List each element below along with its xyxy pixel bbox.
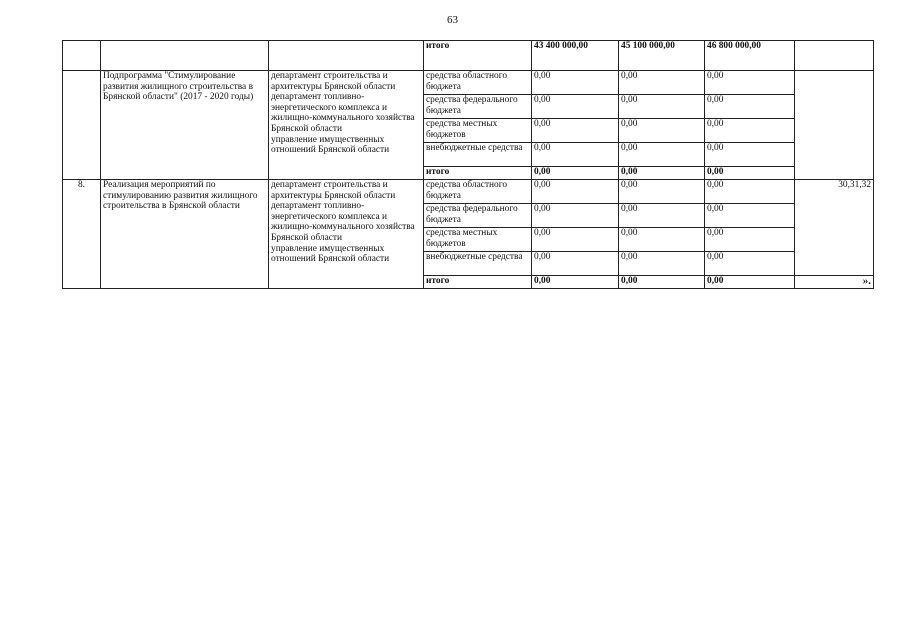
amount-cell: 0,00 <box>705 95 795 119</box>
source-cell: средства местных бюджетов <box>424 228 532 252</box>
amount-cell: 45 100 000,00 <box>619 41 705 71</box>
amount-cell: 0,00 <box>705 228 795 252</box>
source-cell: средства федерального бюджета <box>424 204 532 228</box>
source-cell: внебюджетные средства <box>424 252 532 276</box>
amount-cell: 0,00 <box>532 167 619 180</box>
number-cell: 8. <box>63 180 101 289</box>
source-cell: средства местных бюджетов <box>424 119 532 143</box>
closing-quote: ». <box>862 275 871 287</box>
budget-table <box>62 40 874 289</box>
ref-cell: 30,31,32 <box>795 180 874 276</box>
name-cell: Подпрограмма "Стимулирование развития жилищного строительства в Брянской области" (2017 - 2020 годы) <box>101 71 269 180</box>
amount-cell: 0,00 <box>619 180 705 204</box>
amount-cell: 0,00 <box>705 204 795 228</box>
amount-cell: 43 400 000,00 <box>532 41 619 71</box>
executor-cell: департамент строительства и архитектуры Брянской области департамент топливно-энергетического комплекса и жилищно-коммунального хозяйства Брянской области управление имущественных отношений Брянской области <box>269 71 424 180</box>
source-cell: итого <box>424 41 532 71</box>
amount-cell: 0,00 <box>532 228 619 252</box>
table-row <box>63 180 874 204</box>
amount-cell: 0,00 <box>705 119 795 143</box>
amount-cell: 0,00 <box>532 180 619 204</box>
carryover-total-row <box>63 41 874 71</box>
amount-cell: 0,00 <box>619 95 705 119</box>
amount-cell: 46 800 000,00 <box>705 41 795 71</box>
source-cell: средства областного бюджета <box>424 180 532 204</box>
number-cell <box>63 71 101 180</box>
name-cell <box>101 41 269 71</box>
amount-cell: 0,00 <box>619 228 705 252</box>
amount-cell: 0,00 <box>619 119 705 143</box>
amount-cell: 0,00 <box>532 143 619 167</box>
ref-cell <box>795 71 874 180</box>
number-cell <box>63 41 101 71</box>
ref-cell <box>795 41 874 71</box>
source-cell: средства федерального бюджета <box>424 95 532 119</box>
closing-quote-cell <box>795 276 874 289</box>
source-cell: итого <box>424 167 532 180</box>
executor-cell: департамент строительства и архитектуры Брянской области департамент топливно-энергетического комплекса и жилищно-коммунального хозяйства Брянской области управление имущественных отношений Брянской области <box>269 180 424 289</box>
amount-cell: 0,00 <box>705 252 795 276</box>
amount-cell: 0,00 <box>619 252 705 276</box>
source-cell: средства областного бюджета <box>424 71 532 95</box>
executor-cell <box>269 41 424 71</box>
table-row <box>63 71 874 95</box>
amount-cell: 0,00 <box>705 71 795 95</box>
amount-cell: 0,00 <box>619 204 705 228</box>
amount-cell: 0,00 <box>532 252 619 276</box>
amount-cell: 0,00 <box>705 167 795 180</box>
amount-cell: 0,00 <box>532 276 619 289</box>
source-cell: внебюджетные средства <box>424 143 532 167</box>
amount-cell: 0,00 <box>532 95 619 119</box>
amount-cell: 0,00 <box>532 119 619 143</box>
name-cell: Реализация мероприятий по стимулированию развития жилищного строительства в Брянской области <box>101 180 269 289</box>
source-cell: итого <box>424 276 532 289</box>
amount-cell: 0,00 <box>619 167 705 180</box>
amount-cell: 0,00 <box>532 204 619 228</box>
page-number: 63 <box>447 14 458 26</box>
amount-cell: 0,00 <box>619 143 705 167</box>
amount-cell: 0,00 <box>619 71 705 95</box>
amount-cell: 0,00 <box>532 71 619 95</box>
amount-cell: 0,00 <box>705 276 795 289</box>
amount-cell: 0,00 <box>705 180 795 204</box>
amount-cell: 0,00 <box>705 143 795 167</box>
amount-cell: 0,00 <box>619 276 705 289</box>
